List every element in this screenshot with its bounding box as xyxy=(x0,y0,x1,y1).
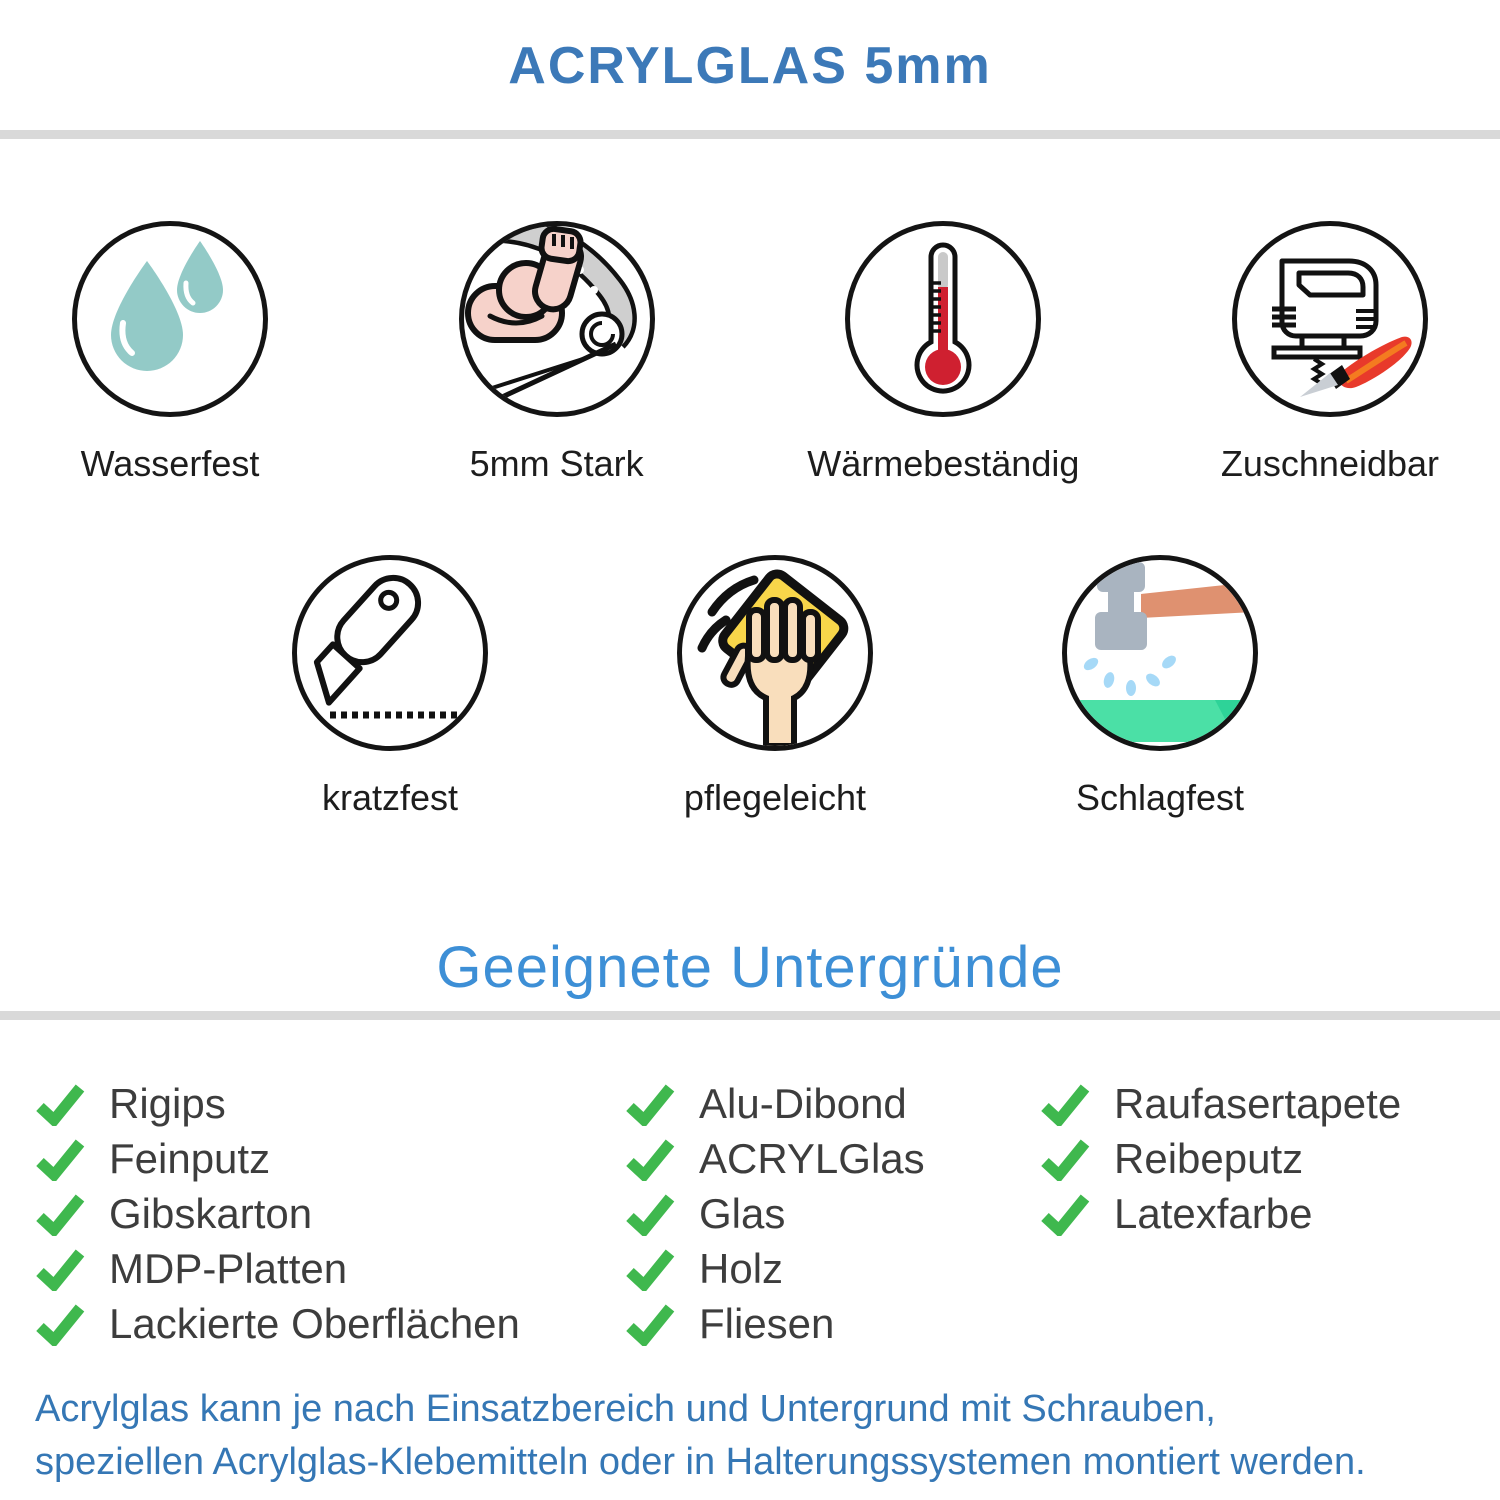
substrate-label: Fliesen xyxy=(699,1299,835,1347)
features-row-2 xyxy=(0,555,1500,819)
divider-middle xyxy=(0,1011,1500,1020)
substrates-list xyxy=(0,1076,1500,1351)
feature-5mm-stark xyxy=(407,221,707,485)
check-icon xyxy=(35,1247,85,1291)
substrate-item xyxy=(35,1296,625,1351)
substrate-item xyxy=(625,1241,1040,1296)
substrate-item xyxy=(1040,1186,1401,1241)
substrates-column-2 xyxy=(625,1076,1040,1351)
water-drops-icon xyxy=(72,221,268,417)
substrates-column-1 xyxy=(35,1076,625,1351)
check-icon xyxy=(1040,1192,1090,1236)
substrate-label: Gibskarton xyxy=(109,1189,313,1237)
substrate-label: Lackierte Oberflächen xyxy=(109,1299,520,1347)
mounting-note xyxy=(35,1383,1500,1489)
feature-schlagfest xyxy=(1010,555,1310,819)
feature-label: pflegeleicht xyxy=(683,777,867,818)
utility-knife-icon xyxy=(292,555,488,751)
check-icon xyxy=(35,1137,85,1181)
check-icon xyxy=(35,1192,85,1236)
feature-label: Schlagfest xyxy=(1075,777,1245,818)
check-icon xyxy=(625,1082,675,1126)
section-title: Geeignete Untergründe xyxy=(436,935,1064,1000)
mounting-note-line2: speziellen Acrylglas-Klebemitteln oder in Halterungssystemen montiert werden. xyxy=(35,1441,1366,1483)
check-icon xyxy=(625,1302,675,1346)
substrate-label: MDP-Platten xyxy=(109,1244,348,1292)
features-row-1 xyxy=(0,221,1500,485)
feature-label: Zuschneidbar xyxy=(1220,443,1440,484)
substrate-item xyxy=(625,1186,1040,1241)
thermometer-icon xyxy=(845,221,1041,417)
jigsaw-cutter-icon xyxy=(1232,221,1428,417)
feature-zuschneidbar xyxy=(1180,221,1480,485)
substrate-item xyxy=(35,1241,625,1296)
substrate-item xyxy=(35,1186,625,1241)
substrate-label: Raufasertapete xyxy=(1114,1079,1402,1127)
check-icon xyxy=(625,1192,675,1236)
check-icon xyxy=(1040,1082,1090,1126)
check-icon xyxy=(35,1082,85,1126)
substrate-item xyxy=(625,1296,1040,1351)
substrate-label: Feinputz xyxy=(109,1134,271,1182)
substrate-label: Rigips xyxy=(109,1079,226,1127)
check-icon xyxy=(625,1137,675,1181)
check-icon xyxy=(1040,1137,1090,1181)
divider-top xyxy=(0,130,1500,139)
substrate-item xyxy=(625,1131,1040,1186)
substrate-label: Reibeputz xyxy=(1114,1134,1304,1182)
feature-pflegeleicht xyxy=(625,555,925,819)
feature-waermebestaendig xyxy=(793,221,1093,485)
mounting-note-line1: Acrylglas kann je nach Einsatzbereich und Untergrund mit Schrauben, xyxy=(35,1388,1216,1430)
feature-wasserfest xyxy=(20,221,320,485)
substrate-label: Latexfarbe xyxy=(1114,1189,1313,1237)
feature-label: 5mm Stark xyxy=(469,443,644,484)
substrate-label: ACRYLGlas xyxy=(699,1134,925,1182)
substrate-item xyxy=(35,1131,625,1186)
substrate-item xyxy=(35,1076,625,1131)
check-icon xyxy=(625,1247,675,1291)
cleaning-hand-cloth-icon xyxy=(677,555,873,751)
feature-label: Wasserfest xyxy=(80,443,260,484)
substrate-item xyxy=(1040,1131,1401,1186)
hammer-impact-icon xyxy=(1062,555,1258,751)
substrate-label: Alu-Dibond xyxy=(699,1079,907,1127)
substrates-column-3 xyxy=(1040,1076,1401,1351)
feature-label: kratzfest xyxy=(321,777,459,818)
feature-kratzfest xyxy=(240,555,540,819)
page-title: ACRYLGLAS 5mm xyxy=(508,37,992,95)
muscle-arm-roll-icon xyxy=(459,221,655,417)
substrate-label: Glas xyxy=(699,1189,786,1237)
substrate-label: Holz xyxy=(699,1244,784,1292)
check-icon xyxy=(35,1302,85,1346)
substrate-item xyxy=(625,1076,1040,1131)
substrate-item xyxy=(1040,1076,1401,1131)
feature-label: Wärmebeständig xyxy=(807,443,1080,484)
